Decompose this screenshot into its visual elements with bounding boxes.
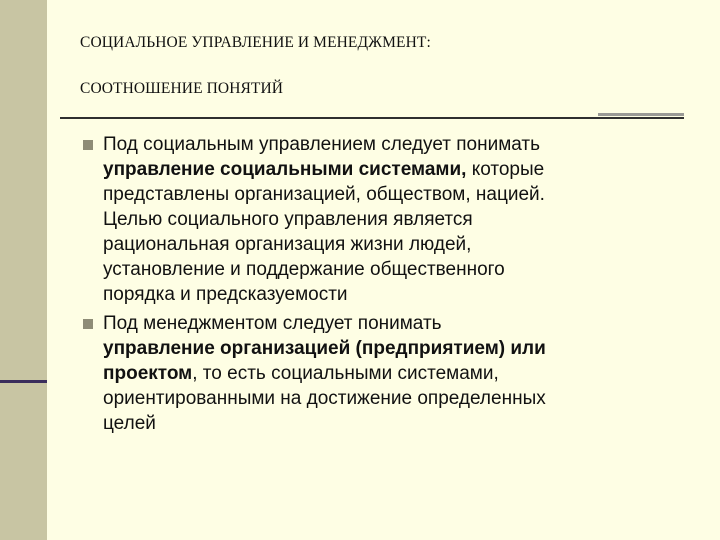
bullet-text-line [103,361,700,386]
bullet-text-line: порядка и предсказуемости [103,284,348,305]
left-accent-tick [0,380,47,383]
bullet-text: , то есть социальными системами, [192,363,499,384]
bullet-text-line: ориентированными на достижение определенных [103,388,546,409]
bullet-text-line: целей [103,413,156,434]
bullet-text-line: рациональная организация жизни людей, [103,234,472,255]
slide-body [80,132,700,436]
bullet-text-line: Под социальным управлением следует понимать [103,134,541,155]
bold-term: управление организацией (предприятием) или [103,338,546,359]
title-divider [60,117,684,119]
bullet-text-line [103,336,700,361]
bullet-text-line: Целью социального управления является [103,209,473,230]
bullet-text-line: Под менеджментом следует понимать [103,313,442,334]
slide-title-line-1: СОЦИАЛЬНОЕ УПРАВЛЕНИЕ И МЕНЕДЖМЕНТ: [80,34,431,51]
left-decorative-band [0,0,47,540]
bullet-text-line: представлены организацией, обществом, нацией. [103,184,545,205]
bullet-item-social-management [80,132,700,307]
bullet-text-line: установление и поддержание общественного [103,259,505,280]
square-bullet-icon [83,140,93,150]
square-bullet-icon [83,319,93,329]
bold-term: проектом [103,363,193,384]
bullet-text: которые [466,159,545,180]
bold-term: управление социальными системами, [103,159,467,180]
title-divider-accent [598,113,684,116]
slide-title-line-2: СООТНОШЕНИЕ ПОНЯТИЙ [80,80,284,97]
bullet-text-line [103,157,700,182]
bullet-item-management [80,311,700,436]
